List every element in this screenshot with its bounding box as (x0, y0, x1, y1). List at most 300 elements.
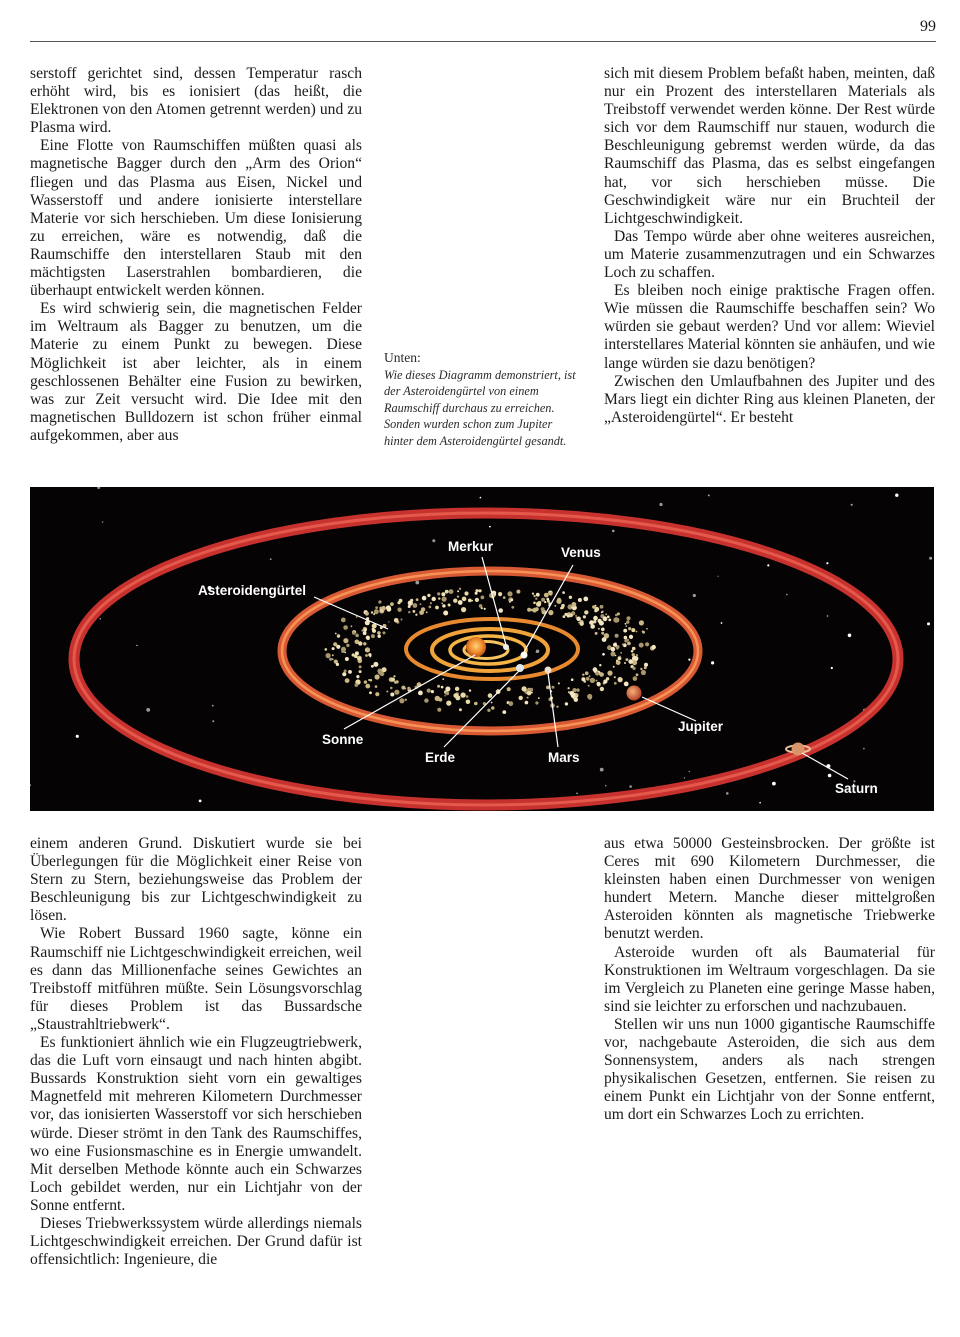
asteroid (595, 632, 598, 635)
asteroid (446, 701, 451, 706)
asteroid (536, 593, 540, 597)
asteroid (641, 670, 646, 675)
asteroid (639, 620, 644, 625)
asteroid (390, 602, 394, 606)
asteroid (437, 592, 440, 595)
asteroid (571, 678, 574, 681)
asteroid (469, 689, 471, 691)
page-number: 99 (920, 18, 936, 35)
asteroid (535, 598, 537, 600)
label-mars: Mars (548, 750, 580, 765)
caption-text: Wie dieses Diagramm demonstriert, ist der Asteroidengürtel von einem Raumschiff durchaus zu erreichen. Sonden wurden schon zum Jupiter hinter dem Asteroidengürtel gesandt. (384, 367, 576, 448)
asteroid (351, 625, 353, 627)
asteroid (459, 588, 461, 590)
asteroid (344, 670, 347, 673)
asteroid (441, 603, 443, 605)
asteroid (461, 607, 466, 612)
star (489, 526, 491, 528)
asteroid (594, 670, 596, 672)
asteroid (371, 611, 373, 613)
asteroid (365, 684, 370, 689)
asteroid (333, 642, 337, 646)
asteroid (491, 706, 494, 709)
asteroid (587, 694, 592, 699)
asteroid (455, 687, 459, 691)
asteroid (375, 606, 378, 609)
asteroid (479, 589, 482, 592)
star (629, 785, 632, 788)
star (772, 782, 776, 786)
asteroid (378, 671, 382, 675)
asteroid (394, 681, 397, 684)
solar-system-svg (30, 487, 934, 811)
asteroid (567, 615, 570, 618)
asteroid (332, 654, 334, 656)
asteroid (358, 641, 362, 645)
asteroid (383, 631, 386, 634)
star (851, 504, 853, 506)
asteroid (530, 609, 533, 612)
label-sonne: Sonne (322, 732, 364, 747)
asteroid (639, 643, 644, 648)
asteroid (491, 702, 493, 704)
asteroid (464, 591, 468, 595)
asteroid (432, 597, 436, 601)
asteroid (568, 687, 570, 689)
asteroid (381, 606, 386, 611)
asteroid (652, 645, 656, 649)
star (711, 661, 714, 664)
asteroid (438, 597, 440, 599)
asteroid (355, 683, 359, 687)
asteroid (565, 702, 568, 705)
asteroid (427, 594, 430, 597)
asteroid (457, 590, 459, 592)
star (76, 735, 79, 738)
asteroid (435, 696, 440, 701)
text-column-left-bottom (30, 835, 362, 1269)
asteroid (393, 675, 395, 677)
jupiter-planet (627, 686, 642, 701)
header-rule (30, 41, 936, 42)
asteroid (644, 663, 648, 667)
label-erde: Erde (425, 750, 456, 765)
asteroid (413, 603, 418, 608)
asteroid (368, 679, 370, 681)
star (726, 792, 729, 795)
asteroid (544, 601, 546, 603)
asteroid (356, 675, 359, 678)
asteroid (342, 672, 346, 676)
asteroid (382, 667, 387, 672)
star (442, 678, 444, 680)
asteroid (365, 612, 369, 616)
asteroid (636, 654, 638, 656)
asteroid (401, 686, 405, 690)
star (270, 558, 272, 560)
asteroid (569, 596, 572, 599)
asteroid (462, 597, 467, 602)
asteroid (594, 609, 597, 612)
asteroid (583, 680, 586, 683)
asteroid (475, 598, 479, 602)
paragraph: Stellen wir uns nun 1000 gigantische Raumschiffe vor, nachgebaute Asteroiden, die sich aus dem Sonnensystem, anders als nach strengen physikalischen Gesetzen, entfernen. Sie reisen zu einem Punkt ein Lichtjahr von der Sonne entfernt, um dort ein Schwarzes Loch zu errichten. (604, 1015, 935, 1124)
asteroid (503, 596, 506, 599)
star (602, 653, 605, 656)
asteroid (366, 636, 370, 640)
asteroid (345, 657, 349, 661)
paragraph: Eine Flotte von Raumschiffen müßten quasi als magnetische Bagger durch den „Arm des Orion“ fliegen und das Plasma aus Eisen, Nickel und Wasserstoff und andere ionisierte interstellare Materie vor sich herschieben. Um diese Ionisierung zu erreichen, wäre es notwendig, daß die Raumschiffe den interstellaren Staub mit den mächtigsten Laserstrahlen bombardieren, die überhaupt entwickelt werden können. (30, 137, 362, 300)
asteroid (590, 624, 595, 629)
star (605, 785, 606, 786)
asteroid (585, 671, 589, 675)
asteroid (449, 589, 454, 594)
asteroid (564, 613, 567, 616)
asteroid (427, 689, 431, 693)
asteroid (590, 678, 595, 683)
asteroid (617, 648, 619, 650)
asteroid (618, 677, 623, 682)
star (212, 705, 214, 707)
star (767, 564, 769, 566)
asteroid (479, 604, 483, 608)
asteroid (413, 610, 416, 613)
asteroid (510, 599, 513, 602)
asteroid (466, 695, 469, 698)
asteroid (387, 607, 392, 612)
asteroid (344, 652, 346, 654)
sun (466, 637, 486, 657)
label-jupiter: Jupiter (678, 719, 724, 734)
asteroid (561, 604, 565, 608)
asteroid (416, 598, 419, 601)
asteroid (556, 706, 558, 708)
asteroid (445, 687, 450, 692)
asteroid (601, 628, 605, 632)
asteroid (426, 612, 428, 614)
asteroid (332, 658, 334, 660)
asteroid (343, 638, 348, 643)
paragraph: Asteroide wurden oft als Baumaterial für Konstruktionen im Weltraum vorgeschlagen. Da sie im Vergleich zu Planeten eine geringe Masse haben, sind sie leichter zu erforschen und nachzubauen. (604, 943, 935, 1015)
asteroid (352, 653, 355, 656)
asteroid (602, 637, 607, 642)
star (826, 562, 828, 564)
asteroid (532, 593, 534, 595)
asteroid (544, 593, 549, 598)
asteroid (364, 628, 367, 631)
asteroid (481, 596, 485, 600)
star (659, 503, 662, 506)
asteroid (338, 634, 340, 636)
asteroid (368, 653, 371, 656)
asteroid (474, 702, 478, 706)
asteroid (633, 667, 636, 670)
asteroid (378, 635, 381, 638)
asteroid (378, 600, 381, 603)
asteroid (562, 591, 565, 594)
asteroid (375, 674, 380, 679)
asteroid (359, 665, 362, 668)
asteroid (390, 687, 393, 690)
asteroid (394, 618, 399, 623)
star (831, 667, 833, 669)
asteroid (597, 682, 601, 686)
asteroid (541, 598, 545, 602)
asteroid (498, 592, 502, 596)
asteroid (615, 634, 619, 638)
asteroid (616, 660, 618, 662)
asteroid (429, 606, 432, 609)
asteroid (576, 688, 579, 691)
star (600, 768, 604, 772)
asteroid (614, 676, 616, 678)
asteroid (628, 627, 631, 630)
asteroid (527, 691, 532, 696)
asteroid (508, 701, 513, 706)
text-column-right-top (604, 65, 935, 427)
asteroid (373, 613, 375, 615)
asteroid (475, 589, 478, 592)
asteroid (541, 607, 545, 611)
star (146, 708, 150, 712)
asteroid (606, 677, 609, 680)
asteroid (361, 630, 363, 632)
asteroid (424, 698, 428, 702)
asteroid (589, 620, 594, 625)
asteroid (442, 604, 445, 607)
asteroid (624, 662, 626, 664)
asteroid (624, 636, 628, 640)
asteroid (640, 668, 642, 670)
label-merkur: Merkur (448, 539, 494, 554)
asteroid (632, 647, 636, 651)
star (415, 581, 419, 585)
asteroid (435, 606, 439, 610)
asteroid (575, 616, 577, 618)
star (199, 800, 202, 803)
asteroid (608, 619, 611, 622)
asteroid (631, 650, 634, 653)
asteroid (624, 639, 627, 642)
star (863, 748, 865, 750)
paragraph: Wie Robert Bussard 1960 sagte, könne ein Raumschiff nie Lichtgeschwindigkeit erreichen, weil es dann das Millionenfache seines Gewichtes an Treibstoff mitführen müßte. Sein Lösungsvorschlag für dieses Problem ist das Bussardsche „Staustrahltriebwerk“. (30, 925, 362, 1033)
asteroid (624, 682, 629, 687)
asteroid (488, 693, 493, 698)
asteroid (458, 600, 463, 605)
asteroid (516, 590, 520, 594)
asteroid (623, 629, 627, 633)
figure-caption (384, 350, 584, 450)
asteroid (646, 628, 648, 630)
asteroid (535, 701, 538, 704)
asteroid (363, 631, 367, 635)
text-column-right-bottom (604, 835, 935, 1125)
asteroid (377, 631, 381, 635)
star (684, 777, 685, 778)
asteroid (527, 697, 529, 699)
asteroid (445, 590, 449, 594)
asteroid (578, 598, 582, 602)
asteroid (399, 698, 404, 703)
asteroid (582, 674, 584, 676)
asteroid (620, 652, 622, 654)
asteroid (563, 615, 566, 618)
asteroid (589, 675, 591, 677)
paragraph: Das Tempo würde aber ohne weiteres ausreichen, um Materie zusammenzutragen und ein Schwarzes Loch zu schaffen. (604, 227, 935, 282)
star (432, 539, 435, 542)
star (102, 521, 103, 522)
asteroid (466, 700, 471, 705)
asteroid (375, 685, 378, 688)
asteroid (627, 642, 631, 646)
star (693, 594, 696, 597)
asteroid (405, 699, 407, 701)
asteroid (371, 665, 374, 668)
asteroid (336, 663, 339, 666)
asteroid (552, 686, 555, 689)
label-asteroidenguertel: Asteroidengürtel (198, 583, 307, 598)
asteroid (613, 666, 615, 668)
text-column-left-top (30, 65, 362, 445)
asteroid (460, 692, 465, 697)
asteroid (352, 631, 356, 635)
asteroid (444, 695, 446, 697)
asteroid (642, 631, 645, 634)
star (927, 622, 930, 625)
paragraph: aus etwa 50000 Gesteinsbrocken. Der größte ist Ceres mit 690 Kilometern Durchmesser, die kleinsten haben einen Durchmesser von wenigen hundert Metern. Manche dieser mittelgroßen Asteroiden könnten als magnetische Triebwerke benutzt werden. (604, 835, 935, 943)
asteroid (420, 603, 422, 605)
asteroid (549, 592, 553, 596)
asteroid (548, 610, 553, 615)
star (212, 720, 214, 722)
asteroid (441, 686, 444, 689)
asteroid (386, 691, 388, 693)
asteroid (611, 647, 616, 652)
asteroid (442, 597, 447, 602)
asteroid (325, 648, 328, 651)
caption-label: Unten: (384, 350, 421, 365)
asteroid (498, 608, 503, 613)
star (612, 530, 615, 533)
asteroid (408, 611, 410, 613)
asteroid (556, 599, 561, 604)
asteroid (441, 592, 445, 596)
star (786, 594, 788, 596)
star (718, 576, 719, 577)
asteroid (570, 614, 573, 617)
asteroid (571, 606, 573, 608)
star (576, 793, 578, 795)
asteroid (437, 685, 440, 688)
asteroid (570, 691, 575, 696)
mars-planet (545, 667, 552, 674)
asteroid (601, 611, 603, 613)
asteroid (583, 615, 586, 618)
asteroid (626, 620, 629, 623)
paragraph: sich mit diesem Problem befaßt haben, meinten, daß nur ein Prozent des interstellaren Materials als Treibstoff verwendet werden könne. Der Rest würde sich vor dem Raumschiff nur stauen, wodurch die Beschleunigung gebremst werden würde, da das Raumschiff das Plasma, das es selbst eingefangen hat, vor sich herschieben müsse. Die Geschwindigkeit wäre nur ein Bruchteil der Lichtgeschwindigkeit. (604, 65, 935, 227)
asteroid (332, 647, 335, 650)
asteroid (533, 595, 535, 597)
asteroid (584, 610, 588, 614)
asteroid (335, 633, 337, 635)
star (689, 771, 690, 772)
asteroid (455, 695, 460, 700)
asteroid (626, 616, 630, 620)
asteroid (348, 670, 352, 674)
asteroid (607, 671, 612, 676)
asteroid (536, 602, 541, 607)
asteroid (484, 608, 486, 610)
star (626, 625, 627, 626)
asteroid (364, 680, 367, 683)
asteroid (525, 701, 529, 705)
asteroid (596, 680, 598, 682)
asteroid (437, 708, 441, 712)
asteroid (611, 652, 616, 657)
asteroid (601, 632, 604, 635)
asteroid (502, 710, 506, 714)
asteroid (355, 634, 359, 638)
asteroid (419, 610, 424, 615)
asteroid (509, 601, 511, 603)
star (136, 645, 137, 646)
star (100, 618, 102, 620)
asteroid (372, 629, 376, 633)
solar-system-diagram (30, 487, 934, 811)
asteroid (326, 653, 331, 658)
asteroid (558, 682, 560, 684)
star (388, 621, 389, 622)
asteroid (468, 599, 472, 603)
asteroid (391, 678, 395, 682)
asteroid (443, 611, 448, 616)
asteroid (535, 607, 539, 611)
asteroid (453, 599, 457, 603)
asteroid (583, 597, 588, 602)
asteroid (459, 708, 462, 711)
asteroid (636, 673, 639, 676)
asteroid (431, 690, 434, 693)
asteroid (588, 685, 590, 687)
asteroid (614, 682, 617, 685)
asteroid (600, 687, 604, 691)
asteroid (598, 619, 602, 623)
star (828, 774, 832, 778)
asteroid (408, 688, 411, 691)
asteroid (397, 608, 401, 612)
asteroid (401, 619, 403, 621)
asteroid (603, 616, 608, 621)
asteroid (598, 628, 600, 630)
asteroid (399, 599, 403, 603)
asteroid (622, 643, 624, 645)
asteroid (408, 600, 413, 605)
asteroid (625, 623, 627, 625)
star (895, 494, 898, 497)
asteroid (593, 620, 596, 623)
star (688, 659, 690, 661)
asteroid (533, 602, 536, 605)
asteroid (356, 616, 358, 618)
asteroid (363, 642, 366, 645)
star (536, 650, 539, 653)
asteroid (605, 613, 607, 615)
asteroid (369, 691, 372, 694)
asteroid (522, 686, 527, 691)
asteroid (629, 635, 633, 639)
asteroid (507, 591, 512, 596)
asteroid (418, 691, 423, 696)
